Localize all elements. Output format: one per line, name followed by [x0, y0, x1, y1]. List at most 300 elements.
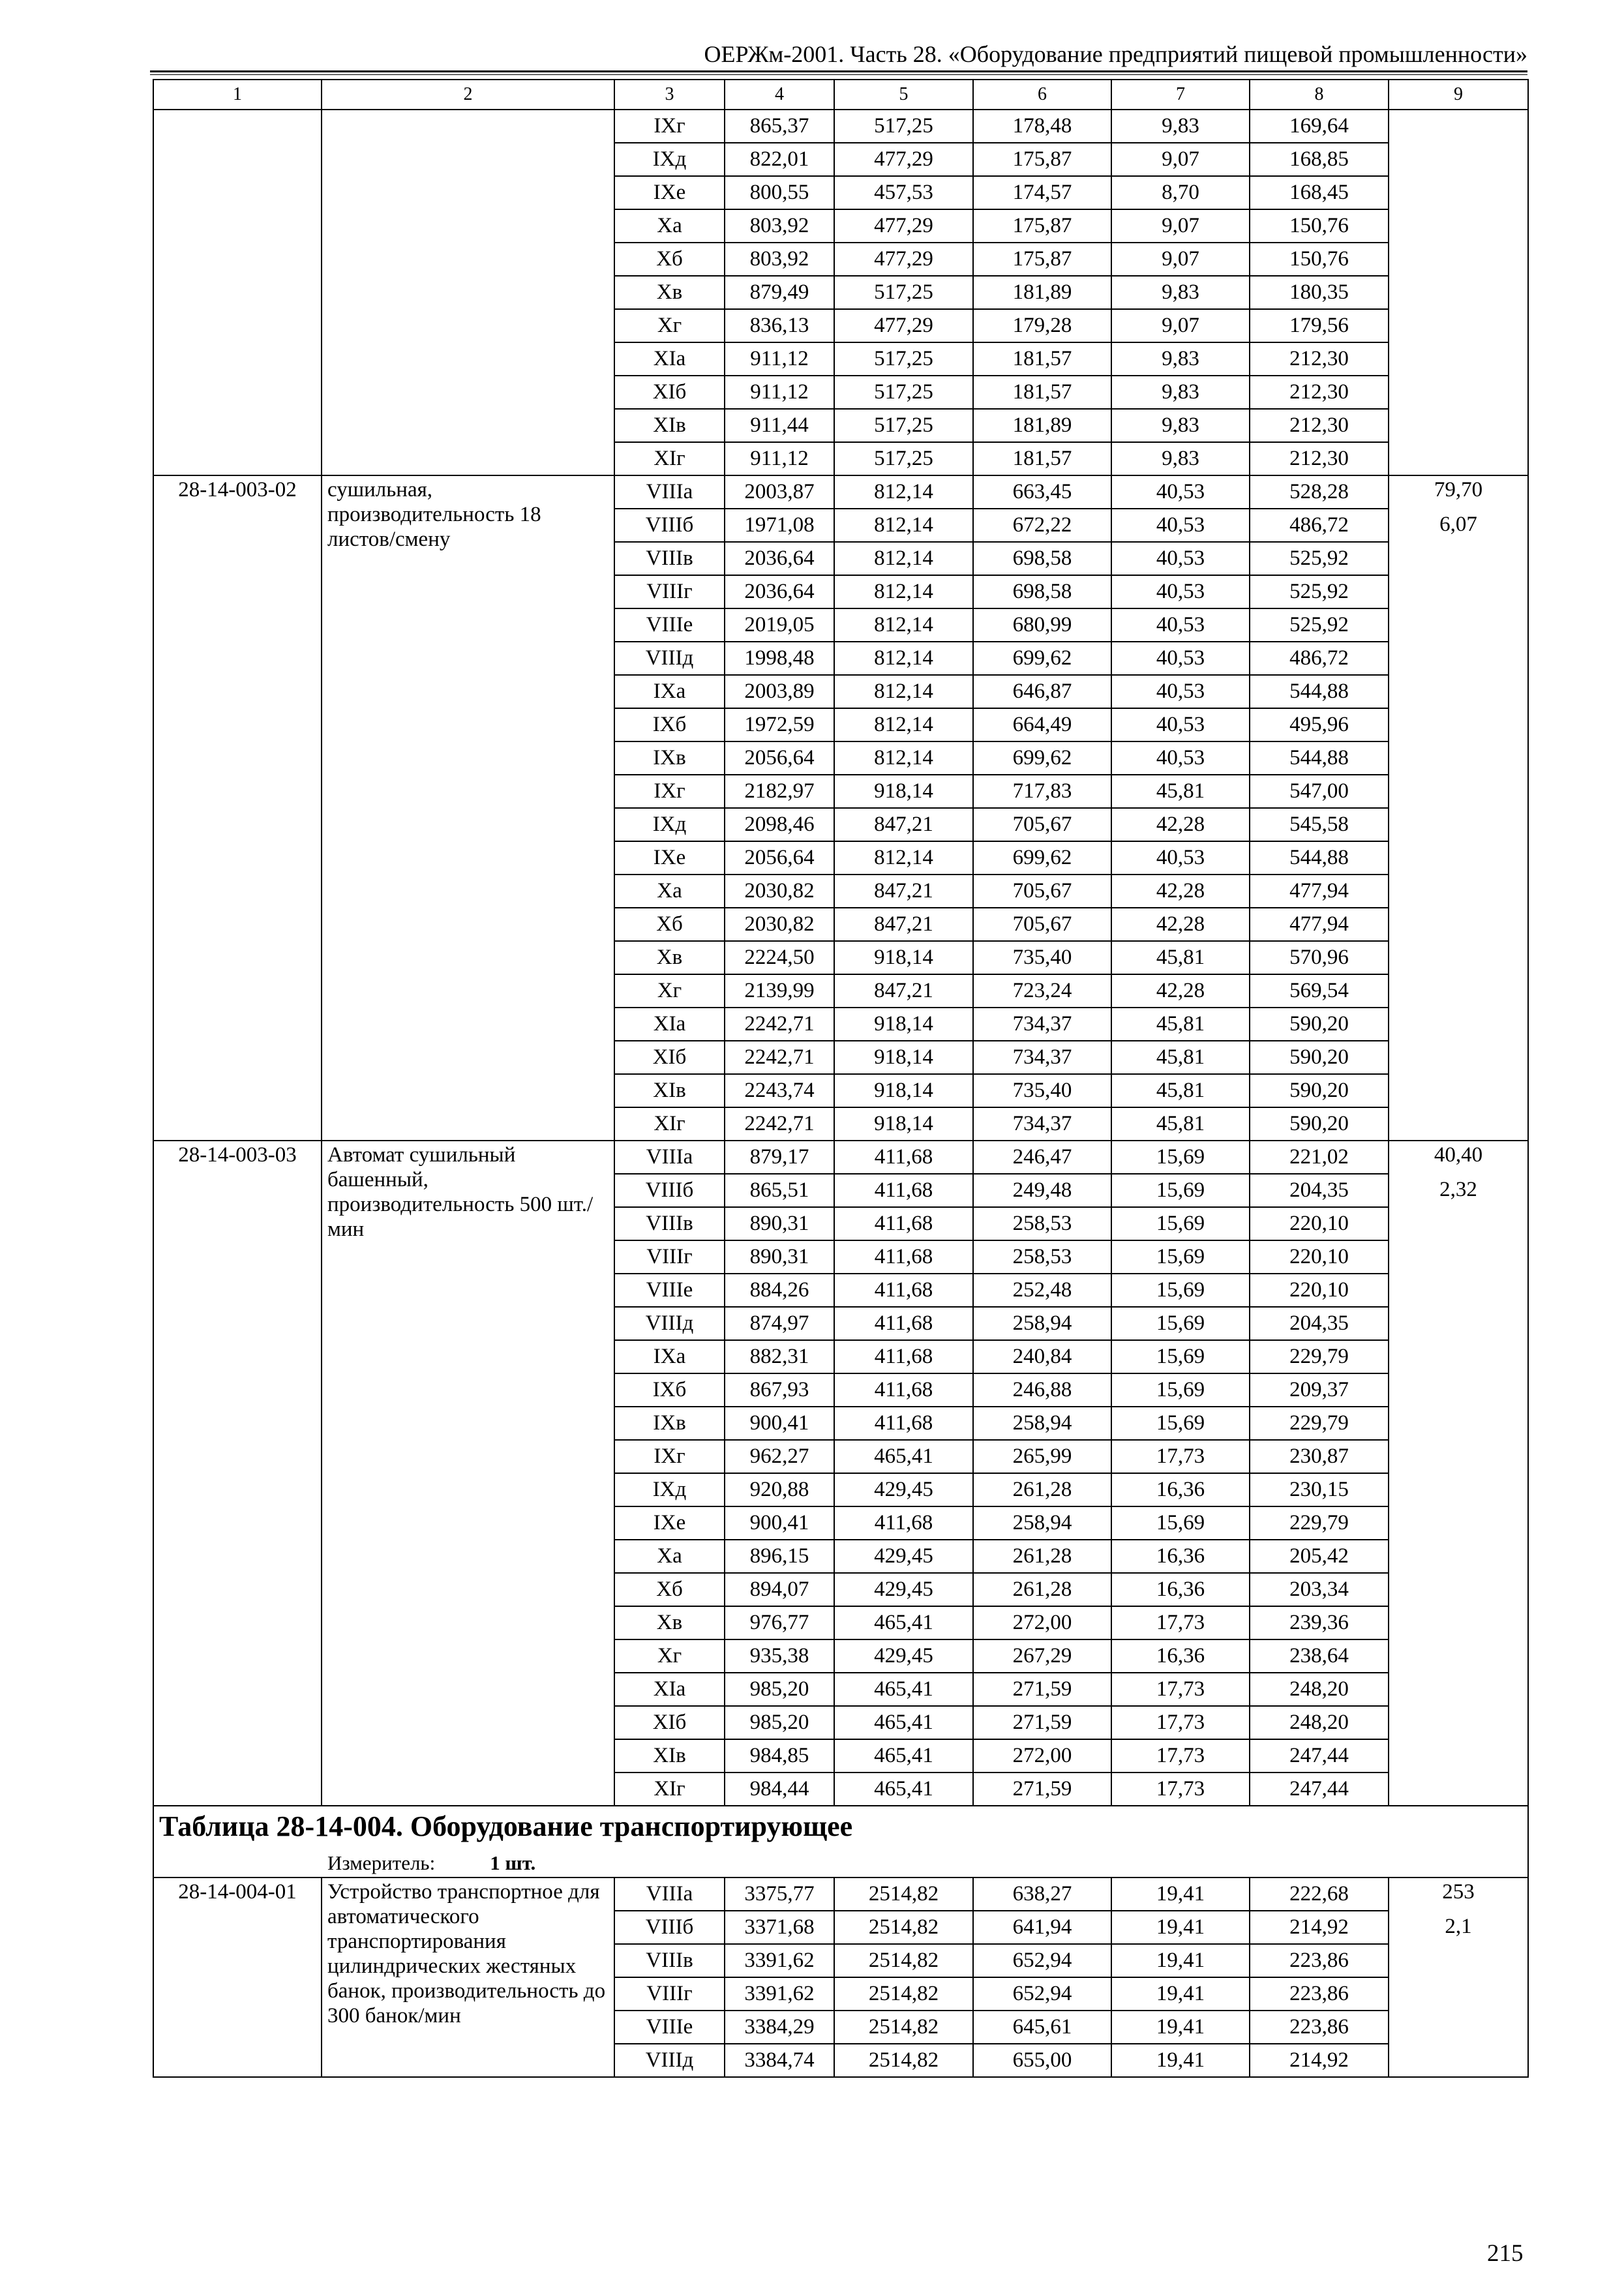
machine-cost-cell: 271,59 [973, 1673, 1111, 1706]
machine-cost-cell: 240,84 [973, 1340, 1111, 1373]
labor-cost-cell: 847,21 [834, 974, 973, 1008]
column-number: 6 [973, 80, 1111, 110]
labor-cost-cell: 918,14 [834, 1008, 973, 1041]
zone-cell: Хг [614, 974, 725, 1008]
labor-cost-cell: 2514,82 [834, 1911, 973, 1944]
labor-hours-value: 40,40 [1434, 1143, 1483, 1167]
labor-hours-value: 6,07 [1439, 513, 1477, 536]
driver-wage-cell: 40,53 [1111, 475, 1250, 509]
labor-cost-cell: 517,25 [834, 409, 973, 442]
total-cost-cell: 874,97 [725, 1307, 834, 1340]
material-cost-cell: 230,15 [1250, 1473, 1389, 1506]
zone-cell: ХIб [614, 1706, 725, 1739]
zone-cell: Хб [614, 1573, 725, 1606]
labor-cost-cell: 812,14 [834, 841, 973, 875]
zone-cell: ХIв [614, 409, 725, 442]
driver-wage-cell: 15,69 [1111, 1174, 1250, 1207]
total-cost-cell: 2139,99 [725, 974, 834, 1008]
zone-cell: VIIIг [614, 1240, 725, 1274]
machine-cost-cell: 246,47 [973, 1141, 1111, 1174]
driver-wage-cell: 45,81 [1111, 1074, 1250, 1107]
material-cost-cell: 168,45 [1250, 176, 1389, 209]
zone-cell: IХг [614, 1440, 725, 1473]
driver-wage-cell: 42,28 [1111, 808, 1250, 841]
zone-cell: VIIIв [614, 542, 725, 575]
material-cost-cell: 212,30 [1250, 376, 1389, 409]
machine-cost-cell: 258,94 [973, 1506, 1111, 1540]
total-cost-cell: 2224,50 [725, 941, 834, 974]
material-cost-cell: 221,02 [1250, 1141, 1389, 1174]
labor-cost-cell: 465,41 [834, 1739, 973, 1773]
material-cost-cell: 203,34 [1250, 1573, 1389, 1606]
labor-cost-cell: 477,29 [834, 209, 973, 243]
labor-cost-cell: 411,68 [834, 1274, 973, 1307]
labor-cost-cell: 918,14 [834, 1074, 973, 1107]
zone-cell: VIIIа [614, 1141, 725, 1174]
driver-wage-cell: 9,07 [1111, 209, 1250, 243]
total-cost-cell: 2036,64 [725, 542, 834, 575]
machine-cost-cell: 267,29 [973, 1639, 1111, 1673]
total-cost-cell: 890,31 [725, 1207, 834, 1240]
driver-wage-cell: 17,73 [1111, 1440, 1250, 1473]
material-cost-cell: 477,94 [1250, 875, 1389, 908]
total-cost-cell: 2030,82 [725, 908, 834, 941]
machine-cost-cell: 252,48 [973, 1274, 1111, 1307]
machine-cost-cell: 181,57 [973, 342, 1111, 376]
zone-cell: Хв [614, 941, 725, 974]
column-number: 9 [1389, 80, 1528, 110]
material-cost-cell: 230,87 [1250, 1440, 1389, 1473]
table-body [153, 80, 1528, 2077]
machine-cost-cell: 698,58 [973, 542, 1111, 575]
zone-cell: IХа [614, 675, 725, 708]
driver-wage-cell: 9,83 [1111, 376, 1250, 409]
labor-cost-cell: 411,68 [834, 1141, 973, 1174]
machine-cost-cell: 664,49 [973, 708, 1111, 741]
machine-cost-cell: 663,45 [973, 475, 1111, 509]
table-row [153, 1878, 1528, 1911]
material-cost-cell: 209,37 [1250, 1373, 1389, 1407]
total-cost-cell: 836,13 [725, 309, 834, 342]
material-cost-cell: 212,30 [1250, 442, 1389, 475]
material-cost-cell: 544,88 [1250, 675, 1389, 708]
machine-cost-cell: 272,00 [973, 1606, 1111, 1639]
material-cost-cell: 590,20 [1250, 1008, 1389, 1041]
labor-cost-cell: 411,68 [834, 1407, 973, 1440]
total-cost-cell: 2030,82 [725, 875, 834, 908]
material-cost-cell: 525,92 [1250, 608, 1389, 642]
labor-hours-cell [1389, 110, 1528, 475]
machine-cost-cell: 258,94 [973, 1407, 1111, 1440]
material-cost-cell: 220,10 [1250, 1240, 1389, 1274]
labor-cost-cell: 2514,82 [834, 1977, 973, 2011]
labor-cost-cell: 411,68 [834, 1240, 973, 1274]
material-cost-cell: 179,56 [1250, 309, 1389, 342]
driver-wage-cell: 16,36 [1111, 1540, 1250, 1573]
zone-cell: IХе [614, 841, 725, 875]
material-cost-cell: 547,00 [1250, 775, 1389, 808]
total-cost-cell: 865,51 [725, 1174, 834, 1207]
labor-cost-cell: 517,25 [834, 276, 973, 309]
zone-cell: Хв [614, 276, 725, 309]
machine-cost-cell: 249,48 [973, 1174, 1111, 1207]
labor-cost-cell: 812,14 [834, 542, 973, 575]
machine-cost-cell: 175,87 [973, 243, 1111, 276]
machine-cost-cell: 734,37 [973, 1041, 1111, 1074]
total-cost-cell: 2003,87 [725, 475, 834, 509]
zone-cell: IХа [614, 1340, 725, 1373]
machine-cost-cell: 261,28 [973, 1473, 1111, 1506]
machine-cost-cell: 655,00 [973, 2044, 1111, 2077]
driver-wage-cell: 15,69 [1111, 1207, 1250, 1240]
zone-cell: IХд [614, 143, 725, 176]
machine-cost-cell: 175,87 [973, 209, 1111, 243]
material-cost-cell: 477,94 [1250, 908, 1389, 941]
zone-cell: IХд [614, 808, 725, 841]
zone-cell: VIIIе [614, 1274, 725, 1307]
item-name: Устройство транспортное для автоматического транспортирования цилиндрических жестяных банок, производительность до 300 банок/мин [322, 1878, 614, 2077]
material-cost-cell: 248,20 [1250, 1673, 1389, 1706]
labor-hours-cell [1389, 1141, 1528, 1806]
zone-cell: IХе [614, 176, 725, 209]
material-cost-cell: 220,10 [1250, 1274, 1389, 1307]
driver-wage-cell: 15,69 [1111, 1141, 1250, 1174]
total-cost-cell: 1971,08 [725, 509, 834, 542]
material-cost-cell: 239,36 [1250, 1606, 1389, 1639]
machine-cost-cell: 699,62 [973, 642, 1111, 675]
labor-cost-cell: 847,21 [834, 908, 973, 941]
material-cost-cell: 214,92 [1250, 1911, 1389, 1944]
driver-wage-cell: 15,69 [1111, 1373, 1250, 1407]
item-code: 28-14-003-03 [153, 1141, 322, 1806]
driver-wage-cell: 40,53 [1111, 542, 1250, 575]
total-cost-cell: 2003,89 [725, 675, 834, 708]
table-row [153, 1141, 1528, 1174]
labor-hours-value: 2,1 [1445, 1915, 1472, 1939]
total-cost-cell: 920,88 [725, 1473, 834, 1506]
column-number: 2 [322, 80, 614, 110]
labor-cost-cell: 2514,82 [834, 2044, 973, 2077]
driver-wage-cell: 40,53 [1111, 675, 1250, 708]
labor-cost-cell: 517,25 [834, 442, 973, 475]
labor-cost-cell: 918,14 [834, 941, 973, 974]
driver-wage-cell: 45,81 [1111, 1041, 1250, 1074]
total-cost-cell: 882,31 [725, 1340, 834, 1373]
column-number: 8 [1250, 80, 1389, 110]
driver-wage-cell: 9,83 [1111, 342, 1250, 376]
driver-wage-cell: 17,73 [1111, 1773, 1250, 1806]
zone-cell: Ха [614, 209, 725, 243]
zone-cell: ХIб [614, 1041, 725, 1074]
total-cost-cell: 911,12 [725, 442, 834, 475]
zone-cell: VIIIв [614, 1207, 725, 1240]
zone-cell: Хб [614, 908, 725, 941]
driver-wage-cell: 9,83 [1111, 276, 1250, 309]
unit-label: Измеритель: [327, 1851, 436, 1874]
labor-hours-value: 253 [1442, 1880, 1475, 1904]
total-cost-cell: 1972,59 [725, 708, 834, 741]
machine-cost-cell: 705,67 [973, 808, 1111, 841]
machine-cost-cell: 735,40 [973, 1074, 1111, 1107]
labor-cost-cell: 812,14 [834, 509, 973, 542]
total-cost-cell: 3384,29 [725, 2011, 834, 2044]
total-cost-cell: 2098,46 [725, 808, 834, 841]
machine-cost-cell: 652,94 [973, 1944, 1111, 1977]
total-cost-cell: 935,38 [725, 1639, 834, 1673]
zone-cell: VIIIд [614, 1307, 725, 1340]
driver-wage-cell: 17,73 [1111, 1739, 1250, 1773]
total-cost-cell: 911,44 [725, 409, 834, 442]
page-header [150, 37, 1527, 74]
zone-cell: IХд [614, 1473, 725, 1506]
driver-wage-cell: 16,36 [1111, 1639, 1250, 1673]
material-cost-cell: 528,28 [1250, 475, 1389, 509]
column-number: 7 [1111, 80, 1250, 110]
material-cost-cell: 222,68 [1250, 1878, 1389, 1911]
zone-cell: ХIг [614, 442, 725, 475]
machine-cost-cell: 258,53 [973, 1240, 1111, 1274]
driver-wage-cell: 40,53 [1111, 741, 1250, 775]
labor-cost-cell: 429,45 [834, 1573, 973, 1606]
material-cost-cell: 238,64 [1250, 1639, 1389, 1673]
driver-wage-cell: 40,53 [1111, 708, 1250, 741]
driver-wage-cell: 45,81 [1111, 941, 1250, 974]
labor-cost-cell: 847,21 [834, 808, 973, 841]
unit-value: 1 шт. [490, 1851, 536, 1874]
column-number: 4 [725, 80, 834, 110]
material-cost-cell: 220,10 [1250, 1207, 1389, 1240]
machine-cost-cell: 261,28 [973, 1540, 1111, 1573]
table-row [153, 475, 1528, 509]
total-cost-cell: 822,01 [725, 143, 834, 176]
material-cost-cell: 569,54 [1250, 974, 1389, 1008]
machine-cost-cell: 734,37 [973, 1107, 1111, 1141]
driver-wage-cell: 15,69 [1111, 1240, 1250, 1274]
machine-cost-cell: 699,62 [973, 841, 1111, 875]
material-cost-cell: 544,88 [1250, 841, 1389, 875]
table-title-cell [153, 1806, 1528, 1878]
zone-cell: ХIа [614, 1673, 725, 1706]
driver-wage-cell: 16,36 [1111, 1473, 1250, 1506]
total-cost-cell: 803,92 [725, 209, 834, 243]
machine-cost-cell: 246,88 [973, 1373, 1111, 1407]
labor-cost-cell: 465,41 [834, 1606, 973, 1639]
driver-wage-cell: 15,69 [1111, 1274, 1250, 1307]
machine-cost-cell: 734,37 [973, 1008, 1111, 1041]
machine-cost-cell: 181,57 [973, 376, 1111, 409]
driver-wage-cell: 17,73 [1111, 1606, 1250, 1639]
driver-wage-cell: 45,81 [1111, 775, 1250, 808]
driver-wage-cell: 9,07 [1111, 243, 1250, 276]
zone-cell: ХIб [614, 376, 725, 409]
table-title-row [153, 1806, 1528, 1878]
material-cost-cell: 169,64 [1250, 110, 1389, 143]
machine-cost-cell: 181,57 [973, 442, 1111, 475]
labor-cost-cell: 411,68 [834, 1373, 973, 1407]
zone-cell: VIIIд [614, 642, 725, 675]
material-cost-cell: 150,76 [1250, 243, 1389, 276]
machine-cost-cell: 638,27 [973, 1878, 1111, 1911]
zone-cell: Хг [614, 309, 725, 342]
table-row [153, 110, 1528, 143]
labor-cost-cell: 457,53 [834, 176, 973, 209]
material-cost-cell: 205,42 [1250, 1540, 1389, 1573]
machine-cost-cell: 699,62 [973, 741, 1111, 775]
total-cost-cell: 3391,62 [725, 1977, 834, 2011]
total-cost-cell: 890,31 [725, 1240, 834, 1274]
item-code: 28-14-003-02 [153, 475, 322, 1141]
material-cost-cell: 212,30 [1250, 342, 1389, 376]
zone-cell: ХIг [614, 1107, 725, 1141]
material-cost-cell: 525,92 [1250, 542, 1389, 575]
machine-cost-cell: 698,58 [973, 575, 1111, 608]
column-number-row [153, 80, 1528, 110]
material-cost-cell: 204,35 [1250, 1174, 1389, 1207]
labor-cost-cell: 812,14 [834, 475, 973, 509]
labor-cost-cell: 517,25 [834, 342, 973, 376]
labor-cost-cell: 429,45 [834, 1473, 973, 1506]
labor-hours-value: 79,70 [1434, 478, 1483, 501]
driver-wage-cell: 15,69 [1111, 1307, 1250, 1340]
zone-cell: VIIIб [614, 1174, 725, 1207]
material-cost-cell: 525,92 [1250, 575, 1389, 608]
total-cost-cell: 879,17 [725, 1141, 834, 1174]
item-name: сушильная, производительность 18 листов/смену [322, 475, 614, 1141]
zone-cell: IХв [614, 741, 725, 775]
labor-cost-cell: 465,41 [834, 1706, 973, 1739]
zone-cell: Хв [614, 1606, 725, 1639]
total-cost-cell: 911,12 [725, 376, 834, 409]
zone-cell: VIIIе [614, 608, 725, 642]
zone-cell: VIIIв [614, 1944, 725, 1977]
zone-cell: Хб [614, 243, 725, 276]
material-cost-cell: 495,96 [1250, 708, 1389, 741]
driver-wage-cell: 42,28 [1111, 875, 1250, 908]
page-number: 215 [1487, 2240, 1524, 2267]
price-table [153, 79, 1529, 2078]
driver-wage-cell: 9,83 [1111, 442, 1250, 475]
machine-cost-cell: 271,59 [973, 1773, 1111, 1806]
zone-cell: VIIIд [614, 2044, 725, 2077]
total-cost-cell: 879,49 [725, 276, 834, 309]
total-cost-cell: 1998,48 [725, 642, 834, 675]
labor-cost-cell: 465,41 [834, 1673, 973, 1706]
table-title: Таблица 28-14-004. Оборудование транспортирующее [159, 1810, 853, 1842]
driver-wage-cell: 9,07 [1111, 143, 1250, 176]
total-cost-cell: 900,41 [725, 1506, 834, 1540]
material-cost-cell: 247,44 [1250, 1773, 1389, 1806]
material-cost-cell: 204,35 [1250, 1307, 1389, 1340]
labor-cost-cell: 411,68 [834, 1174, 973, 1207]
labor-cost-cell: 2514,82 [834, 2011, 973, 2044]
driver-wage-cell: 40,53 [1111, 841, 1250, 875]
material-cost-cell: 168,85 [1250, 143, 1389, 176]
total-cost-cell: 896,15 [725, 1540, 834, 1573]
material-cost-cell: 248,20 [1250, 1706, 1389, 1739]
machine-cost-cell: 181,89 [973, 409, 1111, 442]
total-cost-cell: 800,55 [725, 176, 834, 209]
labor-cost-cell: 918,14 [834, 775, 973, 808]
labor-cost-cell: 812,14 [834, 741, 973, 775]
machine-cost-cell: 174,57 [973, 176, 1111, 209]
zone-cell: IХв [614, 1407, 725, 1440]
total-cost-cell: 803,92 [725, 243, 834, 276]
total-cost-cell: 984,85 [725, 1739, 834, 1773]
total-cost-cell: 984,44 [725, 1773, 834, 1806]
material-cost-cell: 223,86 [1250, 2011, 1389, 2044]
total-cost-cell: 2242,71 [725, 1107, 834, 1141]
labor-cost-cell: 411,68 [834, 1340, 973, 1373]
labor-cost-cell: 812,14 [834, 608, 973, 642]
machine-cost-cell: 680,99 [973, 608, 1111, 642]
zone-cell: VIIIг [614, 1977, 725, 2011]
labor-cost-cell: 812,14 [834, 642, 973, 675]
zone-cell: VIIIб [614, 509, 725, 542]
material-cost-cell: 545,58 [1250, 808, 1389, 841]
material-cost-cell: 229,79 [1250, 1506, 1389, 1540]
header-rule-thin [150, 74, 1527, 75]
driver-wage-cell: 19,41 [1111, 1944, 1250, 1977]
unit-line [327, 1851, 1522, 1875]
material-cost-cell: 229,79 [1250, 1340, 1389, 1373]
total-cost-cell: 2182,97 [725, 775, 834, 808]
labor-cost-cell: 429,45 [834, 1540, 973, 1573]
zone-cell: VIIIг [614, 575, 725, 608]
zone-cell: ХIг [614, 1773, 725, 1806]
machine-cost-cell: 641,94 [973, 1911, 1111, 1944]
total-cost-cell: 3384,74 [725, 2044, 834, 2077]
zone-cell: IХг [614, 110, 725, 143]
material-cost-cell: 590,20 [1250, 1107, 1389, 1141]
total-cost-cell: 900,41 [725, 1407, 834, 1440]
zone-cell: Ха [614, 875, 725, 908]
total-cost-cell: 985,20 [725, 1673, 834, 1706]
labor-hours-value: 2,32 [1439, 1178, 1477, 1201]
machine-cost-cell: 178,48 [973, 110, 1111, 143]
labor-cost-cell: 2514,82 [834, 1878, 973, 1911]
machine-cost-cell: 271,59 [973, 1706, 1111, 1739]
machine-cost-cell: 258,53 [973, 1207, 1111, 1240]
driver-wage-cell: 15,69 [1111, 1506, 1250, 1540]
total-cost-cell: 884,26 [725, 1274, 834, 1307]
zone-cell: Ха [614, 1540, 725, 1573]
machine-cost-cell: 181,89 [973, 276, 1111, 309]
labor-cost-cell: 411,68 [834, 1506, 973, 1540]
labor-cost-cell: 477,29 [834, 309, 973, 342]
labor-cost-cell: 411,68 [834, 1307, 973, 1340]
material-cost-cell: 180,35 [1250, 276, 1389, 309]
column-number: 5 [834, 80, 973, 110]
item-code: 28-14-004-01 [153, 1878, 322, 2077]
material-cost-cell: 570,96 [1250, 941, 1389, 974]
driver-wage-cell: 16,36 [1111, 1573, 1250, 1606]
zone-cell: ХIв [614, 1739, 725, 1773]
material-cost-cell: 590,20 [1250, 1074, 1389, 1107]
driver-wage-cell: 40,53 [1111, 608, 1250, 642]
zone-cell: IХе [614, 1506, 725, 1540]
labor-cost-cell: 429,45 [834, 1639, 973, 1673]
driver-wage-cell: 19,41 [1111, 1977, 1250, 2011]
total-cost-cell: 3371,68 [725, 1911, 834, 1944]
zone-cell: ХIа [614, 342, 725, 376]
machine-cost-cell: 265,99 [973, 1440, 1111, 1473]
driver-wage-cell: 40,53 [1111, 509, 1250, 542]
labor-cost-cell: 477,29 [834, 143, 973, 176]
column-number: 1 [153, 80, 322, 110]
material-cost-cell: 223,86 [1250, 1977, 1389, 2011]
driver-wage-cell: 42,28 [1111, 974, 1250, 1008]
machine-cost-cell: 652,94 [973, 1977, 1111, 2011]
